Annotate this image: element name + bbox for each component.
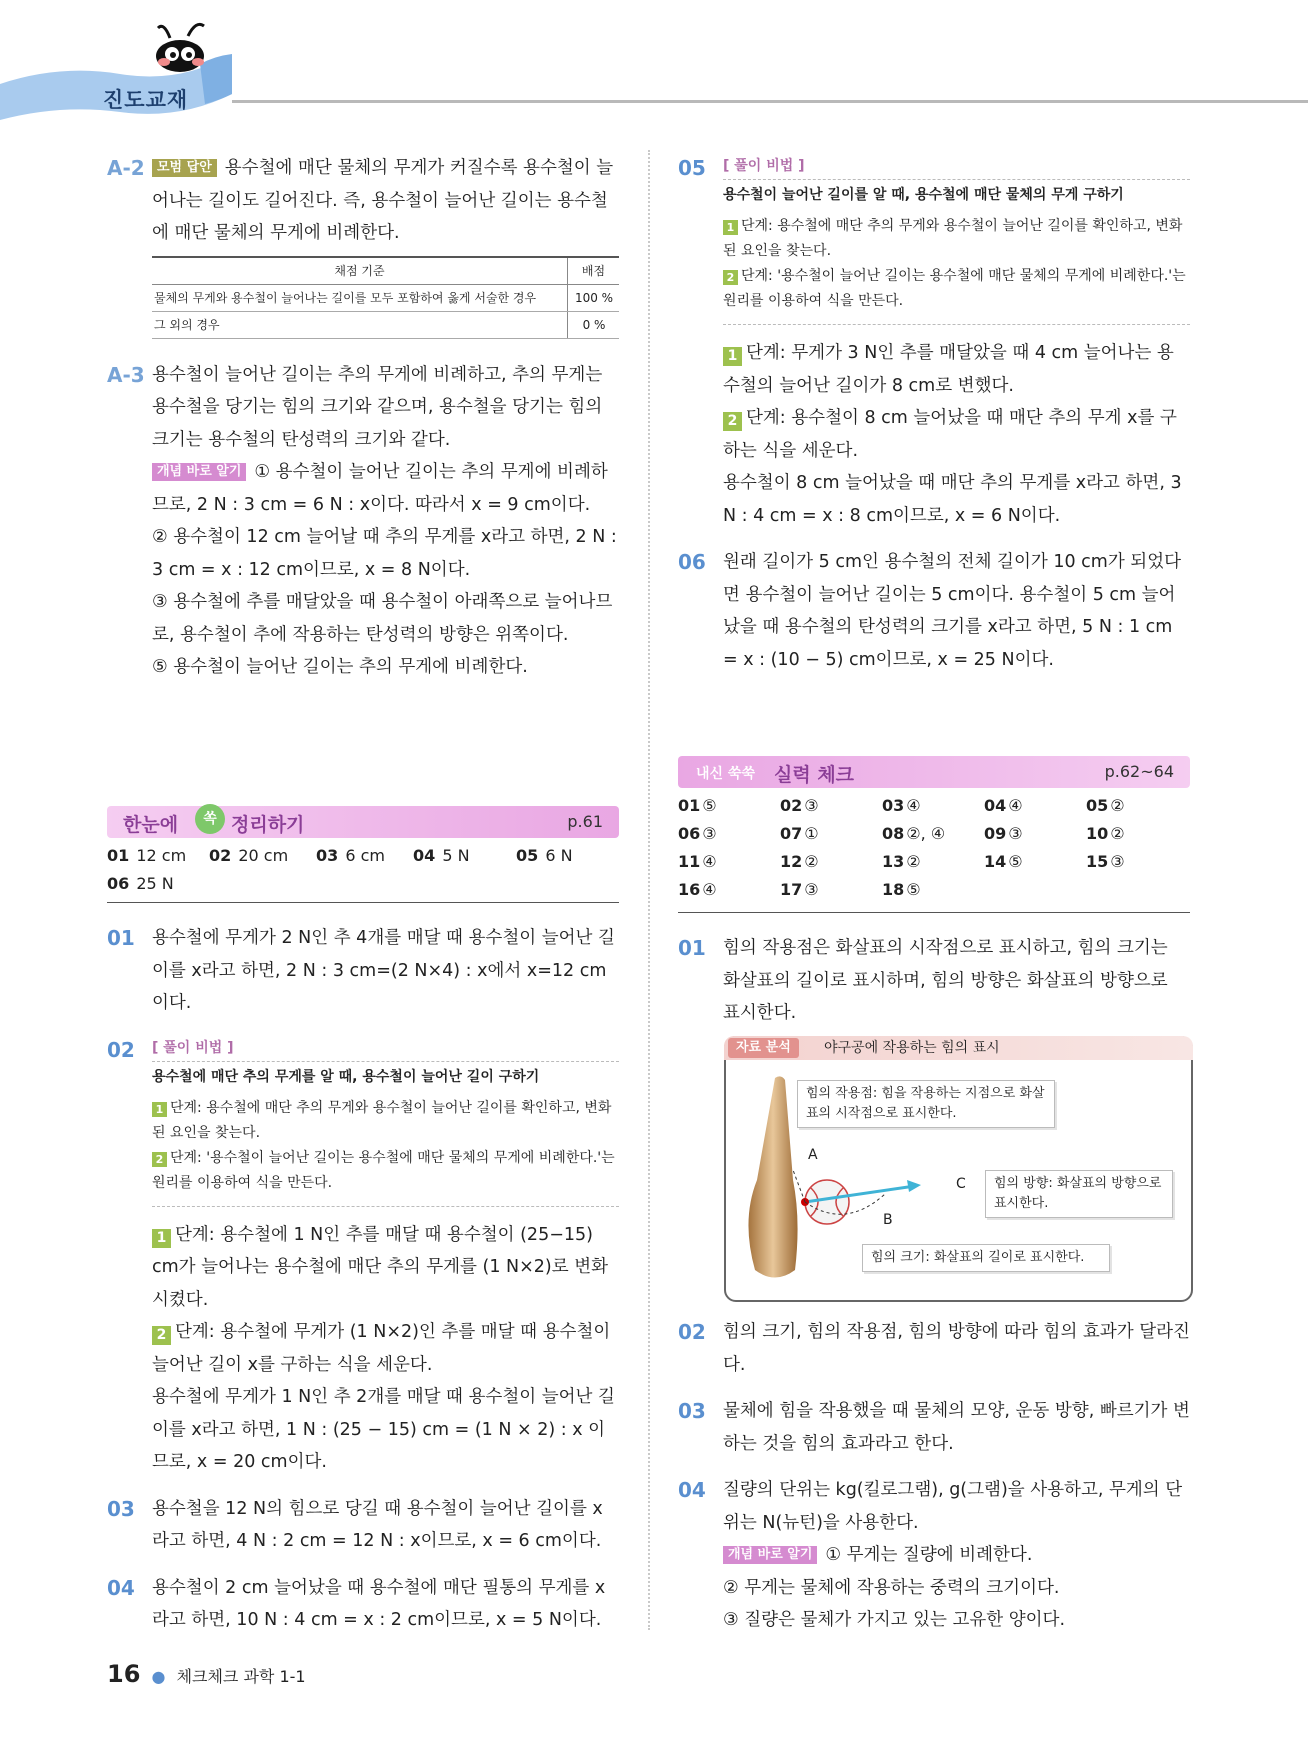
check-answer-item — [1086, 848, 1125, 876]
check-answer-item — [780, 820, 819, 848]
answer-number: 12 — [780, 852, 803, 871]
answer-value: 25 N — [136, 874, 174, 893]
answer-number: 04 — [413, 846, 436, 865]
solution-text: 힘의 크기, 힘의 작용점, 힘의 방향에 따라 힘의 효과가 달라진다. — [723, 1322, 1190, 1375]
scoring-table — [152, 256, 619, 339]
answer-number: 13 — [882, 852, 905, 871]
step-2-icon: 2 — [152, 1326, 171, 1345]
page-footer — [107, 1660, 306, 1688]
check-answer-item — [984, 820, 1023, 848]
callout-direction: 힘의 방향: 화살표의 방향으로 표시한다. — [985, 1170, 1173, 1218]
answer-text: 용수철이 늘어난 길이는 추의 무게에 비례하고, 추의 무게는 용수철을 당기는 힘의 크기와 같으며, 용수철을 당기는 힘의 크기는 용수철의 탄성력의 크기와 같다. — [152, 364, 603, 450]
method-subtitle: 용수철이 늘어난 길이를 알 때, 용수철에 매단 물체의 무게 구하기 — [723, 187, 1124, 203]
figure-title: 야구공에 작용하는 힘의 표시 — [824, 1040, 1000, 1056]
solution-text: 용수철에 무게가 2 N인 추 4개를 매달 때 용수철이 늘어난 길이를 x라고 하면, 2 N : 3 cm=(2 N×4) : x에서 x=12 cm이다. — [152, 928, 615, 1013]
answer-value: 5 N — [442, 846, 470, 865]
check-band — [678, 756, 1190, 788]
answer-value: ④ — [702, 852, 717, 871]
answer-number: 11 — [678, 852, 701, 871]
figure-tag: 자료 분석 — [728, 1038, 799, 1058]
solution-text: 질량의 단위는 kg(킬로그램), g(그램)을 사용하고, 무게의 단위는 N(뉴턴)을 사용한다. — [723, 1480, 1183, 1533]
section-label: 진도교재 — [103, 88, 189, 112]
solution-text: 용수철이 2 cm 늘어났을 때 용수철에 매단 필통의 무게를 x라고 하면, 10 N : 4 cm = x : 2 cm이므로, x = 5 N이다. — [152, 1577, 606, 1630]
solution-03 — [107, 1493, 619, 1558]
header-rule — [232, 100, 1308, 103]
item-number: 06 — [678, 550, 706, 574]
answer-value: ⑤ — [906, 880, 921, 899]
divider — [152, 1206, 619, 1207]
check-title: 실력 체크 — [774, 764, 855, 786]
check-answer-item — [780, 848, 819, 876]
label-b: B — [883, 1212, 893, 1228]
answer-number: 03 — [316, 846, 339, 865]
table-header: 채점 기준 — [152, 257, 568, 285]
solution-step: 단계: 용수철이 8 cm 늘어났을 때 매단 추의 무게 x를 구하는 식을 세운다. — [723, 408, 1177, 461]
answer-text: 용수철에 매단 물체의 무게가 커질수록 용수철이 늘어나는 길이도 길어진다. 즉, 용수철이 늘어난 길이는 용수철에 매단 물체의 무게에 비례한다. — [152, 158, 614, 243]
answer-value: ③ — [804, 796, 819, 815]
answer-value: ④ — [702, 880, 717, 899]
solution-02 — [107, 1034, 619, 1479]
item-number: 01 — [678, 936, 706, 960]
item-number: 05 — [678, 156, 706, 180]
solution-text: 물체에 힘을 작용했을 때 물체의 모양, 운동 방향, 빠르기가 변하는 것을 힘의 효과라고 한다. — [723, 1401, 1190, 1454]
step-1-icon: 1 — [152, 1102, 167, 1117]
concept-tag: 개념 바로 알기 — [152, 463, 246, 481]
item-number: 02 — [107, 1037, 135, 1062]
label-c: C — [956, 1176, 966, 1192]
answer-value: 6 cm — [345, 846, 386, 865]
step-2-icon: 2 — [152, 1152, 167, 1167]
answer-value: ④ — [906, 796, 921, 815]
solution-step: 단계: 무게가 3 N인 추를 매달았을 때 4 cm 늘어나는 용수철의 늘어난 길이가 8 cm로 변했다. — [723, 343, 1174, 396]
answer-a2 — [107, 152, 619, 339]
solution-05 — [678, 152, 1190, 532]
answer-number: 06 — [678, 824, 701, 843]
summary-title-a: 한눈에 — [123, 814, 179, 836]
mascot-icon — [148, 18, 218, 78]
table-row — [152, 284, 619, 311]
solution-conclusion: 용수철이 8 cm 늘어났을 때 매단 추의 무게를 x라고 하면, 3 N : 4 cm = x : 8 cm이므로, x = 6 N이다. — [723, 473, 1182, 526]
item-number: 02 — [678, 1320, 706, 1344]
item-number: A-3 — [107, 362, 145, 387]
step-2-icon: 2 — [723, 412, 742, 431]
answer-number: 17 — [780, 880, 803, 899]
summary-page: p.61 — [567, 812, 603, 831]
answer-value: 20 cm — [238, 846, 289, 865]
check-answers — [678, 792, 1190, 904]
step-2-icon: 2 — [723, 270, 738, 285]
solution-text: 용수철을 12 N의 힘으로 당길 때 용수철이 늘어난 길이를 x라고 하면, 4 N : 2 cm = 12 N : x이므로, x = 6 cm이다. — [152, 1498, 603, 1551]
callout-magnitude: 힘의 크기: 화살표의 길이로 표시한다. — [862, 1244, 1110, 1272]
table-row — [152, 311, 619, 338]
summary-rule — [107, 902, 619, 903]
concept-line: ③ 용수철에 추를 매달았을 때 용수철이 아래쪽으로 늘어나므로, 용수철이 추에 작용하는 탄성력의 방향은 위쪽이다. — [152, 592, 613, 645]
answer-number: 15 — [1086, 852, 1109, 871]
concept-line: ② 무게는 물체에 작용하는 중력의 크기이다. — [723, 1577, 1060, 1598]
check-solution-04 — [678, 1474, 1190, 1637]
callout-action-point: 힘의 작용점: 힘을 작용하는 지점으로 화살표의 시작점으로 표시한다. — [797, 1080, 1055, 1128]
solution-conclusion: 용수철에 무게가 1 N인 추 2개를 매달 때 용수철이 늘어난 길이를 x라고 하면, 1 N : (25 − 15) cm = (1 N × 2) : x 이므로, x = 20 cm이다. — [152, 1387, 615, 1472]
answer-value: ③ — [702, 824, 717, 843]
answer-number: 02 — [209, 846, 232, 865]
table-cell: 100 % — [568, 284, 620, 311]
method-step: 단계: '용수철이 늘어난 길이는 용수철에 매단 물체의 무게에 비례한다.'는 원리를 이용하여 식을 만든다. — [152, 1149, 615, 1191]
left-column — [107, 152, 619, 698]
check-answer-item — [984, 848, 1023, 876]
check-solution-01 — [678, 932, 1190, 1030]
answer-number: 05 — [1086, 796, 1109, 815]
check-answer-item — [882, 820, 945, 848]
check-answer-item — [882, 876, 921, 904]
solution-01 — [107, 922, 619, 1020]
solution-text: 힘의 작용점은 화살표의 시작점으로 표시하고, 힘의 크기는 화살표의 길이로 표시하며, 힘의 방향은 화살표의 방향으로 표시한다. — [723, 938, 1168, 1023]
answer-value: ② — [804, 852, 819, 871]
column-divider — [648, 150, 650, 1630]
answer-number: 14 — [984, 852, 1007, 871]
method-step: 단계: 용수철에 매단 추의 무게와 용수철이 늘어난 길이를 확인하고, 변화된 요인을 찾는다. — [723, 218, 1183, 259]
concept-line: ② 용수철이 12 cm 늘어날 때 추의 무게를 x라고 하면, 2 N : 3 cm = x : 12 cm이므로, x = 8 N이다. — [152, 527, 617, 580]
answer-number: 02 — [780, 796, 803, 815]
answer-number: 10 — [1086, 824, 1109, 843]
method-subtitle: 용수철에 매단 추의 무게를 알 때, 용수철이 늘어난 길이 구하기 — [152, 1068, 540, 1085]
method-step: 단계: 용수철에 매단 추의 무게와 용수철이 늘어난 길이를 확인하고, 변화된 요인을 찾는다. — [152, 1099, 612, 1141]
answer-value: ③ — [1110, 852, 1125, 871]
answer-value: ④ — [1008, 796, 1023, 815]
step-1-icon: 1 — [723, 347, 742, 366]
summary-title-b: 정리하기 — [231, 814, 305, 836]
figure-header — [724, 1036, 1193, 1060]
item-number: 01 — [107, 926, 135, 950]
step-1-icon: 1 — [152, 1229, 171, 1248]
step-1-icon: 1 — [723, 220, 738, 235]
check-answer-item — [678, 792, 717, 820]
model-answer-tag: 모범 답안 — [152, 159, 217, 177]
divider — [723, 324, 1190, 325]
answer-value: ② — [1110, 796, 1125, 815]
table-cell: 0 % — [568, 311, 620, 338]
check-solution-03 — [678, 1395, 1190, 1460]
check-tag: 내신 쑥쑥 — [696, 766, 755, 782]
check-answer-item — [678, 848, 717, 876]
answer-value: ③ — [1008, 824, 1023, 843]
concept-line: ① 무게는 질량에 비례한다. — [825, 1545, 1033, 1565]
item-number: 04 — [678, 1478, 706, 1502]
method-label: [ 풀이 비법 ] — [152, 1039, 234, 1056]
answer-number: 07 — [780, 824, 803, 843]
item-number: 03 — [678, 1399, 706, 1423]
item-number: 03 — [107, 1496, 135, 1521]
method-step: 단계: '용수철이 늘어난 길이는 용수철에 매단 물체의 무게에 비례한다.'는 원리를 이용하여 식을 만든다. — [723, 268, 1186, 309]
solution-06 — [678, 546, 1190, 676]
answer-value: ⑤ — [1008, 852, 1023, 871]
summary-answers — [107, 842, 619, 898]
concept-line: ⑤ 용수철이 늘어난 길이는 추의 무게에 비례한다. — [152, 657, 528, 677]
answer-value: 6 N — [545, 846, 573, 865]
check-solution-02 — [678, 1316, 1190, 1381]
solution-text: 원래 길이가 5 cm인 용수철의 전체 길이가 10 cm가 되었다면 용수철이 늘어난 길이는 5 cm이다. 용수철이 5 cm 늘어났을 때 용수철의 탄성력의 크기를 x라고 하면, 5 N : 1 cm = x : (10 − 5) cm이므로, x = 25 N이다. — [723, 552, 1181, 670]
solution-step: 단계: 용수철에 무게가 (1 N×2)인 추를 매달 때 용수철이 늘어난 길이 x를 구하는 식을 세운다. — [152, 1322, 611, 1375]
summary-title-badge: 쏙 — [195, 804, 225, 834]
right-column-bottom — [678, 1316, 1190, 1651]
check-page: p.62~64 — [1104, 762, 1174, 781]
concept-line: ① 용수철이 늘어난 길이는 추의 무게에 비례하므로, 2 N : 3 cm = 6 N : x이다. 따라서 x = 9 cm이다. — [152, 462, 608, 515]
answer-number: 18 — [882, 880, 905, 899]
table-cell: 물체의 무게와 용수철이 늘어나는 길이를 모두 포함하여 옳게 서술한 경우 — [152, 284, 568, 311]
answer-number: 08 — [882, 824, 905, 843]
check-answer-item — [678, 876, 717, 904]
answer-number: 01 — [678, 796, 701, 815]
answer-value: ② — [906, 852, 921, 871]
answer-number: 09 — [984, 824, 1007, 843]
answer-value: ① — [804, 824, 819, 843]
solution-step: 단계: 용수철에 1 N인 추를 매달 때 용수철이 (25−15) cm가 늘어나는 용수철에 매단 추의 무게를 (1 N×2)로 변화시켰다. — [152, 1224, 609, 1310]
label-a: A — [808, 1147, 818, 1163]
page-number: 16 — [107, 1660, 141, 1688]
summary-band — [107, 806, 619, 838]
check-answer-item — [1086, 792, 1125, 820]
item-number: A-2 — [107, 156, 145, 180]
table-header: 배점 — [568, 257, 620, 285]
answer-a3 — [107, 359, 619, 684]
answer-value: ② — [1110, 824, 1125, 843]
bat-shape — [748, 1076, 797, 1277]
method-label: [ 풀이 비법 ] — [723, 158, 805, 174]
check-rule — [678, 912, 1190, 913]
answer-number: 03 — [882, 796, 905, 815]
table-cell: 그 외의 경우 — [152, 311, 568, 338]
left-column-lower — [107, 922, 619, 1651]
check-answer-item — [882, 792, 921, 820]
concept-line: ③ 질량은 물체가 가지고 있는 고유한 양이다. — [723, 1610, 1066, 1630]
answer-value: 12 cm — [136, 846, 187, 865]
right-column — [678, 152, 1190, 690]
book-title: 체크체크 과학 1-1 — [176, 1667, 306, 1686]
answer-number: 05 — [516, 846, 539, 865]
answer-number: 06 — [107, 874, 130, 893]
answer-value: ③ — [804, 880, 819, 899]
check-answer-item — [780, 792, 819, 820]
item-number: 04 — [107, 1575, 135, 1600]
right-column-lower — [678, 932, 1190, 1044]
answer-number: 04 — [984, 796, 1007, 815]
bullet-icon: ● — [151, 1667, 166, 1686]
check-answer-item — [1086, 820, 1125, 848]
check-answer-item — [678, 820, 717, 848]
solution-04 — [107, 1572, 619, 1637]
answer-value: ②, ④ — [906, 824, 946, 843]
check-answer-item — [984, 792, 1023, 820]
answer-number: 01 — [107, 846, 130, 865]
answer-number: 16 — [678, 880, 701, 899]
answer-value: ⑤ — [702, 796, 717, 815]
check-answer-item — [780, 876, 819, 904]
concept-tag: 개념 바로 알기 — [723, 1546, 817, 1564]
check-answer-item — [882, 848, 921, 876]
